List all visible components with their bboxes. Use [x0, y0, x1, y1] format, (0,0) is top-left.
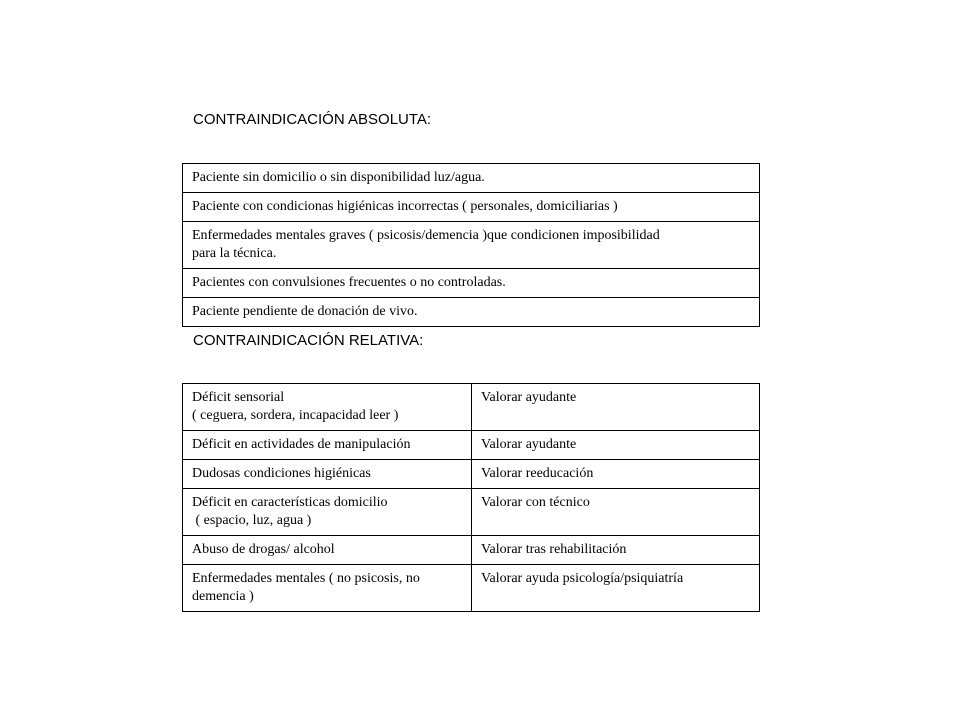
- table-row: [183, 460, 760, 489]
- cell-text-line: Enfermedades mentales ( no psicosis, no: [192, 571, 420, 586]
- action-cell: [472, 384, 760, 431]
- action-cell: [472, 431, 760, 460]
- cell-text-line: Paciente pendiente de donación de vivo.: [192, 304, 418, 319]
- cell-text-line: Pacientes con convulsiones frecuentes o no controladas.: [192, 275, 506, 290]
- condition-cell: [183, 536, 472, 565]
- cell-text-line: Abuso de drogas/ alcohol: [192, 542, 335, 557]
- absolute-contraindication-table: [182, 163, 760, 327]
- table-row: [183, 298, 760, 327]
- table-row: [183, 222, 760, 269]
- cell-text-line: Déficit sensorial: [192, 390, 285, 405]
- absolute-cell: [183, 222, 760, 269]
- table-row: [183, 431, 760, 460]
- cell-text-line: para la técnica.: [192, 246, 277, 261]
- absolute-cell: [183, 298, 760, 327]
- action-cell: [472, 536, 760, 565]
- relative-contraindication-table: [182, 383, 760, 612]
- absolute-cell: [183, 193, 760, 222]
- table-row: [183, 536, 760, 565]
- cell-text-line: ( espacio, luz, agua ): [192, 513, 312, 528]
- table-row: [183, 384, 760, 431]
- cell-text-line: Valorar ayudante: [481, 437, 577, 452]
- cell-text-line: Valorar tras rehabilitación: [481, 542, 627, 557]
- heading-relative-contraindication: CONTRAINDICACIÓN RELATIVA:: [193, 332, 424, 349]
- action-cell: [472, 565, 760, 612]
- action-cell: [472, 460, 760, 489]
- table-row: [183, 565, 760, 612]
- condition-cell: [183, 460, 472, 489]
- cell-text-line: ( ceguera, sordera, incapacidad leer ): [192, 408, 399, 423]
- cell-text-line: demencia ): [192, 589, 254, 604]
- cell-text-line: Valorar ayuda psicología/psiquiatría: [481, 571, 684, 586]
- cell-text-line: Dudosas condiciones higiénicas: [192, 466, 371, 481]
- cell-text-line: Valorar con técnico: [481, 495, 590, 510]
- condition-cell: [183, 384, 472, 431]
- cell-text-line: Valorar reeducación: [481, 466, 594, 481]
- table-row: [183, 489, 760, 536]
- condition-cell: [183, 489, 472, 536]
- cell-text-line: Paciente con condicionas higiénicas incorrectas ( personales, domiciliarias ): [192, 199, 618, 214]
- cell-text-line: Déficit en características domicilio: [192, 495, 388, 510]
- absolute-cell: [183, 164, 760, 193]
- table-row: [183, 164, 760, 193]
- condition-cell: [183, 565, 472, 612]
- cell-text-line: Paciente sin domicilio o sin disponibilidad luz/agua.: [192, 170, 485, 185]
- action-cell: [472, 489, 760, 536]
- cell-text-line: Déficit en actividades de manipulación: [192, 437, 411, 452]
- condition-cell: [183, 431, 472, 460]
- table-row: [183, 193, 760, 222]
- absolute-cell: [183, 269, 760, 298]
- cell-text-line: Enfermedades mentales graves ( psicosis/demencia )que condicionen imposibilidad: [192, 228, 660, 243]
- cell-text-line: Valorar ayudante: [481, 390, 577, 405]
- table-row: [183, 269, 760, 298]
- heading-absolute-contraindication: CONTRAINDICACIÓN ABSOLUTA:: [193, 111, 432, 128]
